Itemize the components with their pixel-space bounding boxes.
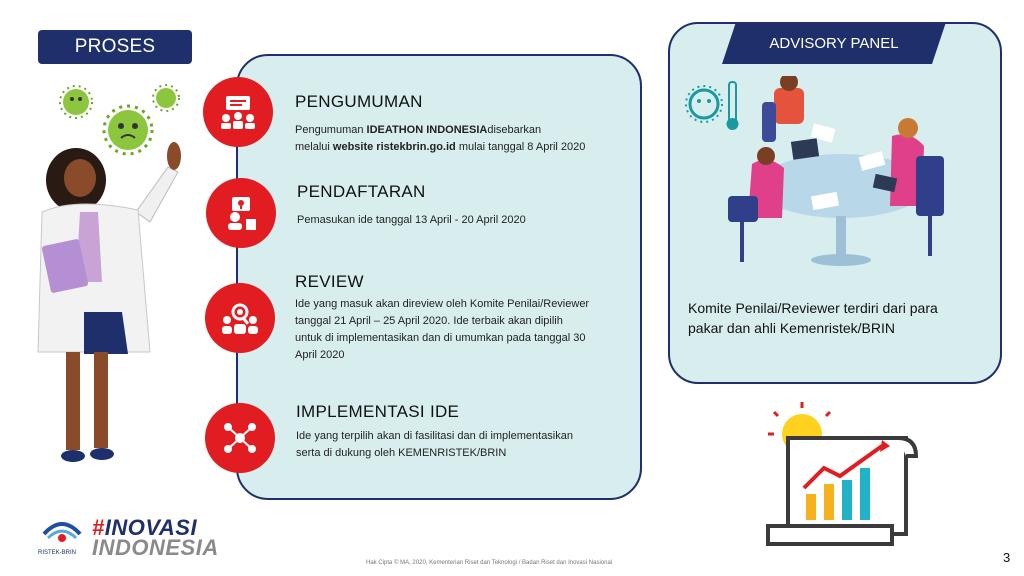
- advisory-label: ADVISORY PANEL: [769, 34, 899, 52]
- step-text-review: Ide yang masuk akan direview oleh Komite Penilai/Reviewer tanggal 21 April – 25 April 2020. Ide terbaik akan dipilih untuk di implementasikan dan di umumkan pada tanggal 30 April 2020: [295, 298, 590, 361]
- page-number: 3: [1003, 550, 1011, 565]
- meeting-illustration: [682, 76, 952, 276]
- step-text-pendaftaran: Pemasukan ide tanggal 13 April - 20 April 2020: [297, 214, 526, 226]
- copyright-footer: Hak Cipta © MA, 2020, Kementerian Riset dan Teknologi / Badan Riset dan Inovasi Nasional: [366, 560, 613, 566]
- scientist-illustration: [18, 82, 218, 474]
- registration-icon: [206, 178, 276, 248]
- announcement-icon: [203, 77, 273, 147]
- ristek-brin-label: RISTEK-BRIN: [38, 550, 77, 556]
- implementation-icon: [205, 403, 275, 473]
- step-title-pendaftaran: PENDAFTARAN: [297, 182, 426, 201]
- step-title-implementasi: IMPLEMENTASI IDE: [296, 402, 460, 421]
- virus-thermometer-icon: [686, 82, 739, 130]
- virus-icon: [60, 85, 179, 154]
- step-text-implementasi: Ide yang terpilih akan di fasilitasi dan di implementasikan serta di dukung oleh KEMENRISTEK/BRIN: [296, 430, 573, 459]
- step-title-pengumuman: PENGUMUMAN: [295, 92, 423, 111]
- proses-label: PROSES: [38, 30, 192, 64]
- inovasi-indonesia-logo: #INOVASI INDONESIA: [92, 515, 219, 560]
- step-title-review: REVIEW: [295, 272, 364, 291]
- step-text-pengumuman: Pengumuman IDEATHON INDONESIAdisebarkan melalui website ristekbrin.go.id mulai tanggal 8 April 2020: [295, 124, 586, 153]
- review-icon: [205, 283, 275, 353]
- advisory-text: Komite Penilai/Reviewer terdiri dari para pakar dan ahli Kemenristek/BRIN: [688, 300, 938, 336]
- innovation-illustration: [758, 398, 918, 552]
